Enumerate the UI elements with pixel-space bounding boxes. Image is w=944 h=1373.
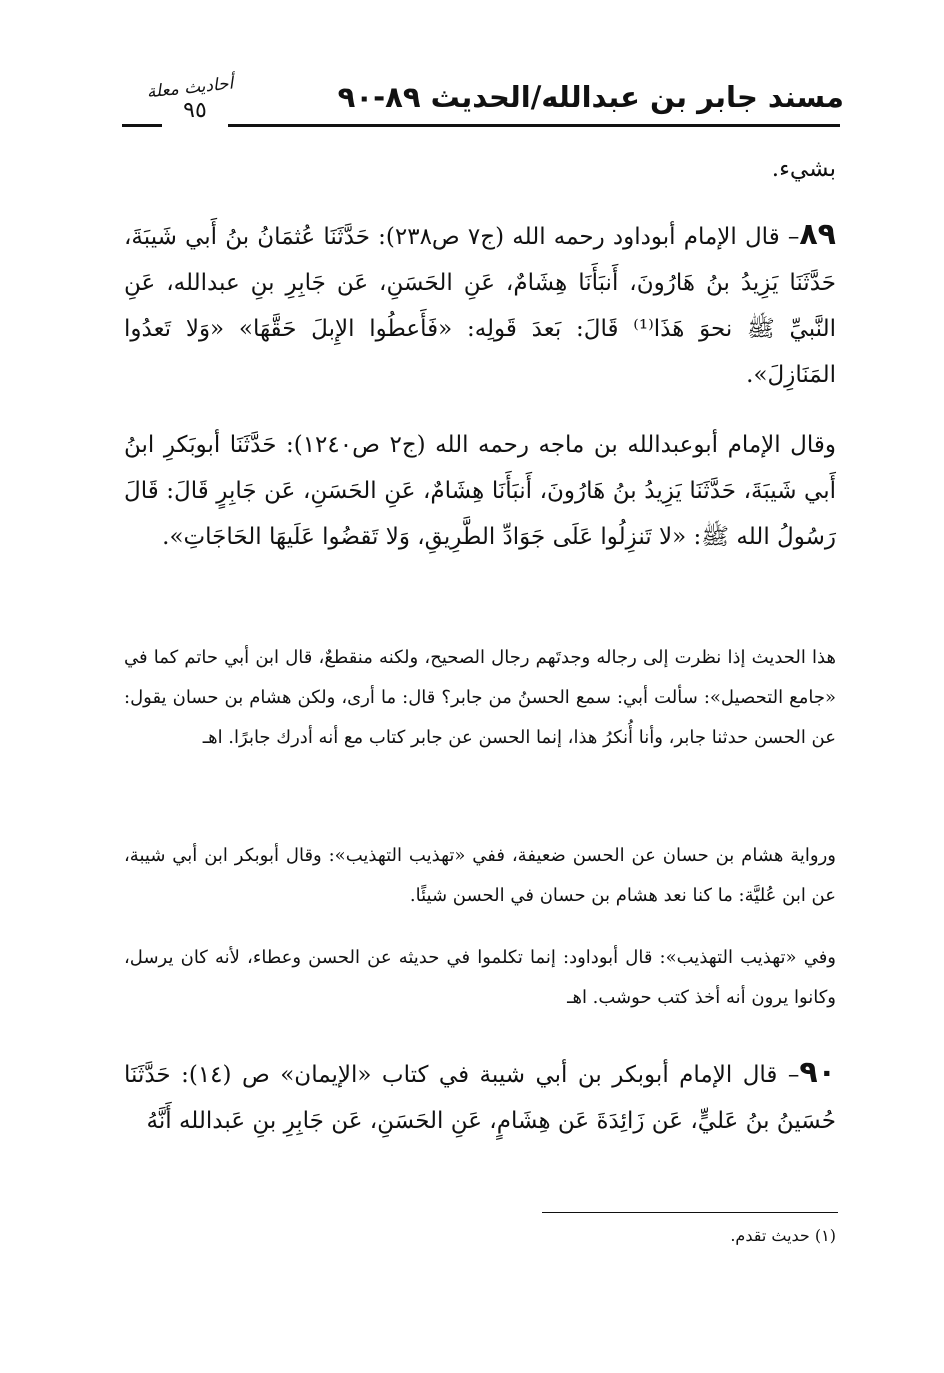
ibn-majah-paragraph: وقال الإمام أبوعبدالله بن ماجه رحمه الله (ج٢ ص١٢٤٠): حَدَّثَنَا أبوبَكرِ ابنُ أَبي شَيبَةَ، حَدَّثَنَا يَزِيدُ بنُ هَارُونَ، أَنبَأَنَا هِشَامٌ، عَنِ الحَسَنِ، عَن جَابِرٍ قَالَ: قَالَ رَسُولُ الله ﷺ: «لا تَنزِلُوا عَلَى جَوَادِّ الطَّرِيقِ، وَلا تَقضُوا عَلَيهَا الحَاجَاتِ». (124, 432, 837, 550)
commentary-1 (124, 638, 836, 758)
commentary-3 (124, 938, 836, 1018)
hadith-90-text: – قال الإمام أبوبكر بن أبي شيبة في كتاب «الإيمان» ص (١٤): حَدَّثَنَا حُسَينُ بنُ عَليٍّ، عَن زَائِدَةَ عَن هِشَامٍ، عَنِ الحَسَنِ، عَن جَابِرِ بنِ عَبدالله أَنَّهُ (124, 1062, 836, 1134)
commentary-1-text: هذا الحديث إذا نظرت إلى رجاله وجدتَهم رجال الصحيح، ولكنه منقطعٌ، قال ابن أبي حاتم كما في «جامع التحصيل»: سألت أبي: سمع الحسنُ من جابر؟ قال: ما أرى، ولكن هشام بن حسان يقول: عن الحسن حدثنا جابر، وأنا أُنكرُ هذا، إنما الحسن عن جابر كتاب مع أنه أدرك جابرًا. اهـ (124, 647, 836, 748)
footnote-separator (542, 1212, 838, 1213)
hadith-90-number: ٩٠ (799, 1055, 836, 1090)
hadith-89-number: ٨٩ (799, 217, 836, 252)
hadith-89-paragraph (124, 212, 836, 398)
hadith-89-ibn-majah (124, 422, 836, 560)
commentary-2 (124, 836, 836, 916)
footnote-text: حديث تقدم. (730, 1226, 810, 1245)
hadith-89-block (124, 212, 836, 398)
footnote-marker: (١) (814, 1226, 836, 1245)
hadith-89-text: – قال الإمام أبوداود رحمه الله (ج٧ ص٢٣٨): حَدَّثَنَا عُثمَانُ بنُ أَبي شَيبَةَ، حَدَّثَنَا يَزِيدُ بنُ هَارُونَ، أَنبَأَنَا هِشَامٌ، عَنِ الحَسَنِ، عَن جَابِرِ بنِ عبدالله، عَنِ النَّبيِّ ﷺ نحوَ هَذَا⁽¹⁾ قَالَ: بَعدَ قَولِه: «فَأَعطُوا الإِبلَ حَقَّهَا» «وَلا تَعدُوا المَنَازِلَ». (124, 224, 836, 388)
page-header-title: مسند جابر بن عبدالله/الحديث ٨٩-٩٠ (337, 80, 844, 114)
continuation-text (124, 146, 836, 192)
header-rule-short (122, 124, 162, 127)
hadith-90-block (124, 1050, 836, 1144)
commentary-2-text: ورواية هشام بن حسان عن الحسن ضعيفة، ففي «تهذيب التهذيب»: وقال أبوبكر ابن أبي شيبة، عن ابن عُليَّة: ما كنا نعد هشام بن حسان في الحسن شيئًا. (124, 845, 836, 906)
header-rule (228, 124, 840, 127)
handwritten-note: أحاديث معلة (145, 73, 235, 103)
hadith-90-paragraph (124, 1050, 836, 1144)
commentary-3-text: وفي «تهذيب التهذيب»: قال أبوداود: إنما تكلموا في حديثه عن الحسن وعطاء، لأنه كان يرسل، وكانوا يرون أنه أخذ كتب حوشب. اهـ (124, 947, 836, 1008)
page-number: ٩٥ (183, 98, 207, 123)
continuation-line: بشيء. (771, 156, 836, 182)
footnote (436, 1226, 836, 1245)
